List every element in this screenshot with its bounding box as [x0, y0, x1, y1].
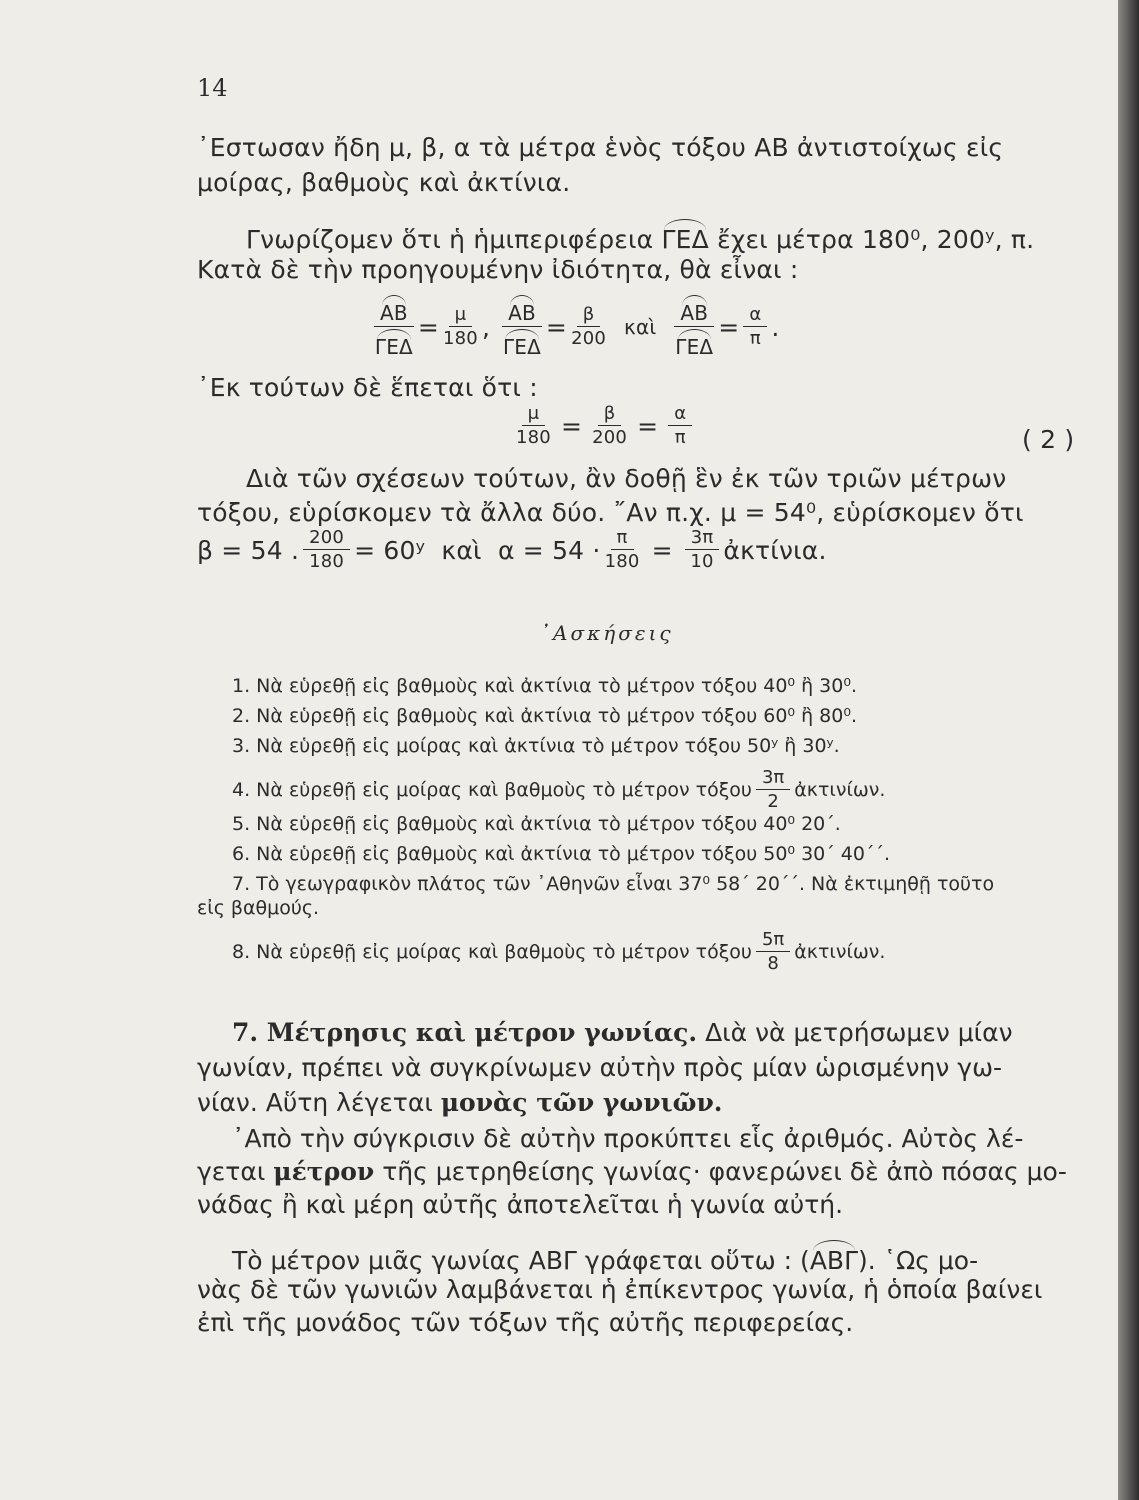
equation-label: ( 2 ) [1022, 425, 1075, 454]
formula-2: $\frac{\mu}{180}$ = $\frac{\beta}{200}$ = $\frac{\alpha}{\pi}$ [512, 404, 696, 448]
paragraph-2-text-a: Γνωρίζομεν ὅτι ἡ ἡμιπεριφέρεια [246, 225, 654, 254]
paragraph-2-line-2: Κατὰ δὲ τὴν προηγουμένην ἰδιότητα, θὰ εἶναι : [197, 255, 799, 284]
arc-ged: ΓΕΔ [662, 219, 709, 254]
exercise-3: 3. Νὰ εὑρεθῇ εἰς μοίρας καὶ ἀκτίνια τὸ μέτρον τόξου 50ʸ ἢ 30ʸ. [232, 735, 840, 757]
exercise-6: 6. Νὰ εὑρεθῇ εἰς βαθμοὺς καὶ ἀκτίνια τὸ μέτρον τόξου 50⁰ 30΄ 40΄΄. [232, 843, 891, 865]
paragraph-7-line-1: Τὸ μέτρον μιᾶς γωνίας ΑΒΓ γράφεται οὕτω : (ΑΒΓ). ῾Ως μο- [232, 1240, 978, 1275]
formula-2-frac-mu: $\frac{\mu}{180}$ [516, 403, 551, 448]
angle-abg-hat: ΑΒΓ [810, 1240, 858, 1275]
section-7-heading: 7. Μέτρησις καὶ μέτρον γωνίας. [232, 1018, 698, 1047]
exercises-title: ᾿Ασκήσεις [540, 621, 674, 645]
exercise-8: 8. Νὰ εὑρεθῇ εἰς μοίρας καὶ βαθμοὺς τὸ μέτρον τόξου $\frac{5\pi}{8}$ ἀκτινίων. [232, 929, 886, 974]
paragraph-1-line-1: ᾿Εστωσαν ἤδη μ, β, α τὰ μέτρα ἑνὸς τόξου ΑΒ ἀντιστοίχως εἰς [197, 133, 1004, 162]
section-7-line-2: γωνίαν, πρέπει νὰ συγκρίνωμεν αὐτὴν πρὸς μίαν ὡρισμένην γω- [197, 1053, 1003, 1082]
exercise-4-fraction: $\frac{3\pi}{2}$ [756, 768, 790, 812]
formula-1-frac-mu: $\frac{\mu}{180}$ [442, 304, 478, 349]
paragraph-1-line-2: μοίρας, βαθμοὺς καὶ ἀκτίνια. [197, 168, 571, 197]
formula-3-frac-2: $\frac{\pi}{180}$ [604, 527, 640, 572]
paragraph-7-line-3: ἐπὶ τῆς μονάδος τῶν τόξων τῆς αὐτῆς περιφερείας. [197, 1308, 854, 1337]
formula-1: $\frac{AB}{\text{ΓΕΔ}}$ = $\frac{\mu}{180}$ , $\frac{AB}{\text{ΓΕΔ}}$ = $\frac{\beta}{200}$ καὶ $\frac{AB}{\text{ΓΕΔ}}$ = $\frac{\alpha}{\pi}$ . [370, 295, 780, 359]
exercise-4: 4. Νὰ εὑρεθῇ εἰς μοίρας καὶ βαθμοὺς τὸ μέτρον τόξου $\frac{3\pi}{2}$ ἀκτινίων. [232, 767, 886, 812]
exercise-2: 2. Νὰ εὑρεθῇ εἰς βαθμοὺς καὶ ἀκτίνια τὸ μέτρον τόξου 60⁰ ἢ 80⁰. [232, 705, 857, 727]
formula-3-frac-3: $\frac{3\pi}{10}$ [685, 528, 720, 572]
exercise-7-line-1: 7. Τὸ γεωγραφικὸν πλάτος τῶν ᾿Αθηνῶν εἶναι 37⁰ 58΄ 20΄΄. Νὰ ἐκτιμηθῇ τοῦτο [232, 873, 995, 895]
paragraph-6-line-1: ᾿Απὸ τὴν σύγκρισιν δὲ αὐτὴν προκύπτει εἷς ἀριθμός. Αὐτὸς λέ- [232, 1124, 1024, 1153]
formula-1-ratio-arc-2: $\frac{AB}{\text{ΓΕΔ}}$ [502, 295, 542, 359]
paragraph-3: ᾿Εκ τούτων δὲ ἕπεται ὅτι : [197, 373, 538, 402]
formula-1-frac-alpha: $\frac{\alpha}{\pi}$ [743, 305, 767, 349]
paragraph-4-line-2: τόξου, εὑρίσκομεν τὰ ἄλλα δύο. ῎Αν π.χ. μ = 54⁰, εὑρίσκομεν ὅτι [197, 498, 1024, 527]
paragraph-6-line-3: νάδας ἢ καὶ μέρη αὐτῆς ἀποτελεῖται ἡ γωνία αὐτή. [197, 1190, 844, 1219]
paragraph-4-line-1: Διὰ τῶν σχέσεων τούτων, ἂν δοθῇ ἓν ἐκ τῶν τριῶν μέτρων [246, 464, 1007, 493]
exercise-8-fraction: $\frac{5\pi}{8}$ [756, 930, 790, 974]
formula-1-ratio-arc-1: $\frac{AB}{\text{ΓΕΔ}}$ [374, 295, 414, 359]
unit-of-angles-term: μονὰς τῶν γωνιῶν. [440, 1088, 723, 1117]
measure-term: μέτρον [273, 1157, 375, 1186]
paragraph-2-line-1 [246, 219, 1034, 254]
section-7-text-1: Διὰ νὰ μετρήσωμεν μίαν [705, 1018, 1013, 1047]
page-edge-shadow [1118, 0, 1139, 1500]
section-7-line-1 [232, 1018, 1013, 1047]
exercise-1: 1. Νὰ εὑρεθῇ εἰς βαθμοὺς καὶ ἀκτίνια τὸ μέτρον τόξου 40⁰ ἢ 30⁰. [232, 675, 857, 697]
exercise-5: 5. Νὰ εὑρεθῇ εἰς βαθμοὺς καὶ ἀκτίνια τὸ μέτρον τόξου 40⁰ 20΄. [232, 813, 841, 835]
formula-1-ratio-arc-3: $\frac{AB}{\text{ΓΕΔ}}$ [674, 295, 714, 359]
formula-3: β = 54 . $\frac{200}{180}$ = 60ʸ καὶ α = 54 · $\frac{\pi}{180}$ = $\frac{3\pi}{10}$ ἀκτίνια. [197, 527, 827, 572]
paragraph-6-line-2: γεται μέτρον τῆς μετρηθείσης γωνίας· φανερώνει δὲ ἀπὸ πόσας μο- [197, 1157, 1067, 1186]
formula-3-frac-1: $\frac{200}{180}$ [303, 528, 350, 572]
formula-2-frac-alpha: $\frac{\alpha}{\pi}$ [668, 404, 692, 448]
exercise-7-line-2: εἰς βαθμούς. [197, 897, 320, 919]
paragraph-2-text-b: ἔχει μέτρα 180⁰, 200ʸ, π. [717, 225, 1035, 254]
paragraph-7-line-2: νὰς δὲ τῶν γωνιῶν λαμβάνεται ἡ ἐπίκεντρος γωνία, ἡ ὁποία βαίνει [197, 1275, 1043, 1304]
formula-2-frac-beta: $\frac{\beta}{200}$ [592, 403, 628, 448]
page-number: 14 [197, 74, 228, 102]
section-7-line-3: νίαν. Αὕτη λέγεται μονὰς τῶν γωνιῶν. [197, 1088, 723, 1117]
formula-1-frac-beta: $\frac{\beta}{200}$ [571, 304, 607, 349]
